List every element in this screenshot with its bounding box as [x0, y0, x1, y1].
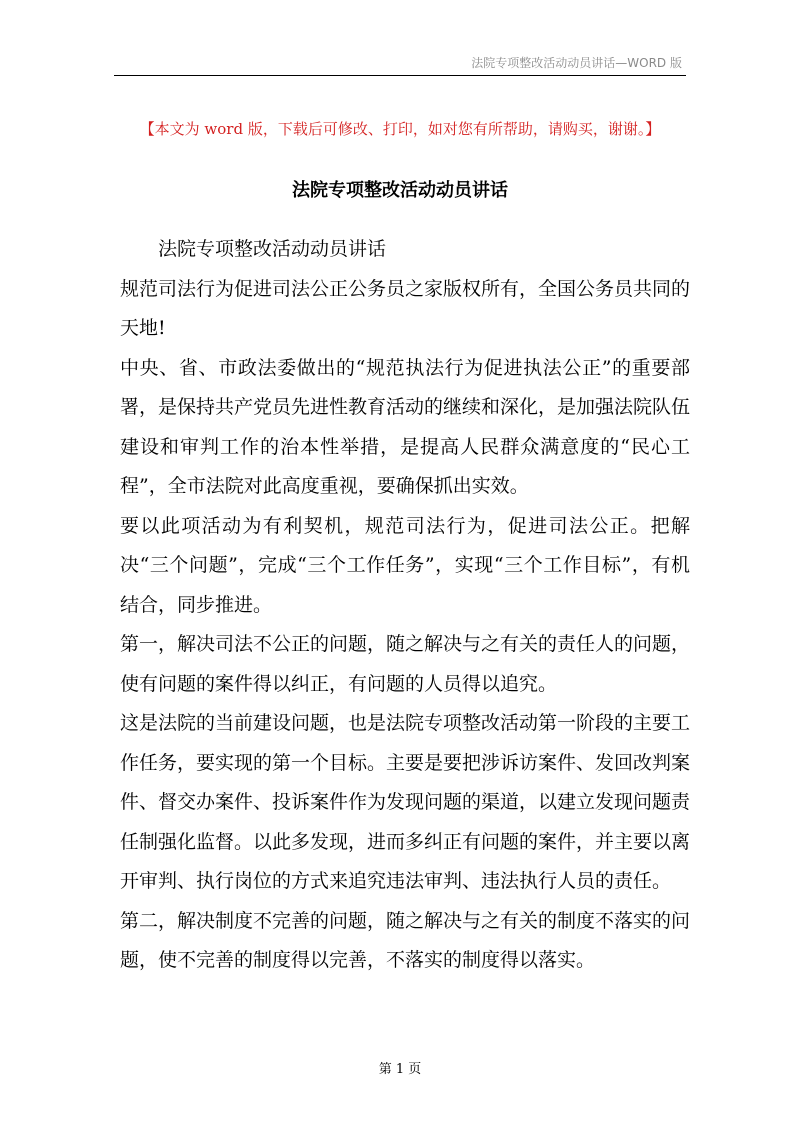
download-notice: 【本文为 word 版，下载后可修改、打印，如对您有所帮助，请购买，谢谢。】 [139, 120, 661, 138]
header-rule [114, 75, 686, 76]
page-number: 第 1 页 [378, 1062, 422, 1077]
document-body [120, 230, 690, 981]
body-paragraph: 要以此项活动为有利契机，规范司法行为，促进司法公正。把解决“三个问题”，完成“三个工作任务”，实现“三个工作目标”，有机结合，同步推进。 [120, 514, 690, 616]
body-paragraph: 第二，解决制度不完善的问题，随之解决与之有关的制度不落实的问题，使不完善的制度得以完善，不落实的制度得以落实。 [120, 909, 691, 971]
body-paragraph: 这是法院的当前建设问题，也是法院专项整改活动第一阶段的主要工作任务，要实现的第一个目标。主要是要把涉诉访案件、发回改判案件、督交办案件、投诉案件作为发现问题的渠道，以建立发现问题责任制强化监督。以此多发现，进而多纠正有问题的案件，并主要以离开审判、执行岗位的方式来追究违法审判、违法执行人员的责任。 [120, 712, 691, 892]
body-paragraph: 第一，解决司法不公正的问题，随之解决与之有关的责任人的问题，使有问题的案件得以纠正，有问题的人员得以追究。 [120, 633, 691, 695]
document-title: 法院专项整改活动动员讲话 [292, 180, 508, 201]
body-paragraph: 规范司法行为促进司法公正公务员之家版权所有，全国公务员共同的天地! [120, 277, 691, 339]
body-paragraph: 法院专项整改活动动员讲话 [158, 238, 387, 260]
running-header: 法院专项整改活动动员讲话—WORD 版 [471, 56, 682, 70]
body-paragraph: 中央、省、市政法委做出的“规范执法行为促进执法公正”的重要部署，是保持共产党员先进性教育活动的继续和深化，是加强法院队伍建设和审判工作的治本性举措，是提高人民群众满意度的“民心工程”，全市法院对此高度重视，要确保抓出实效。 [120, 356, 691, 497]
